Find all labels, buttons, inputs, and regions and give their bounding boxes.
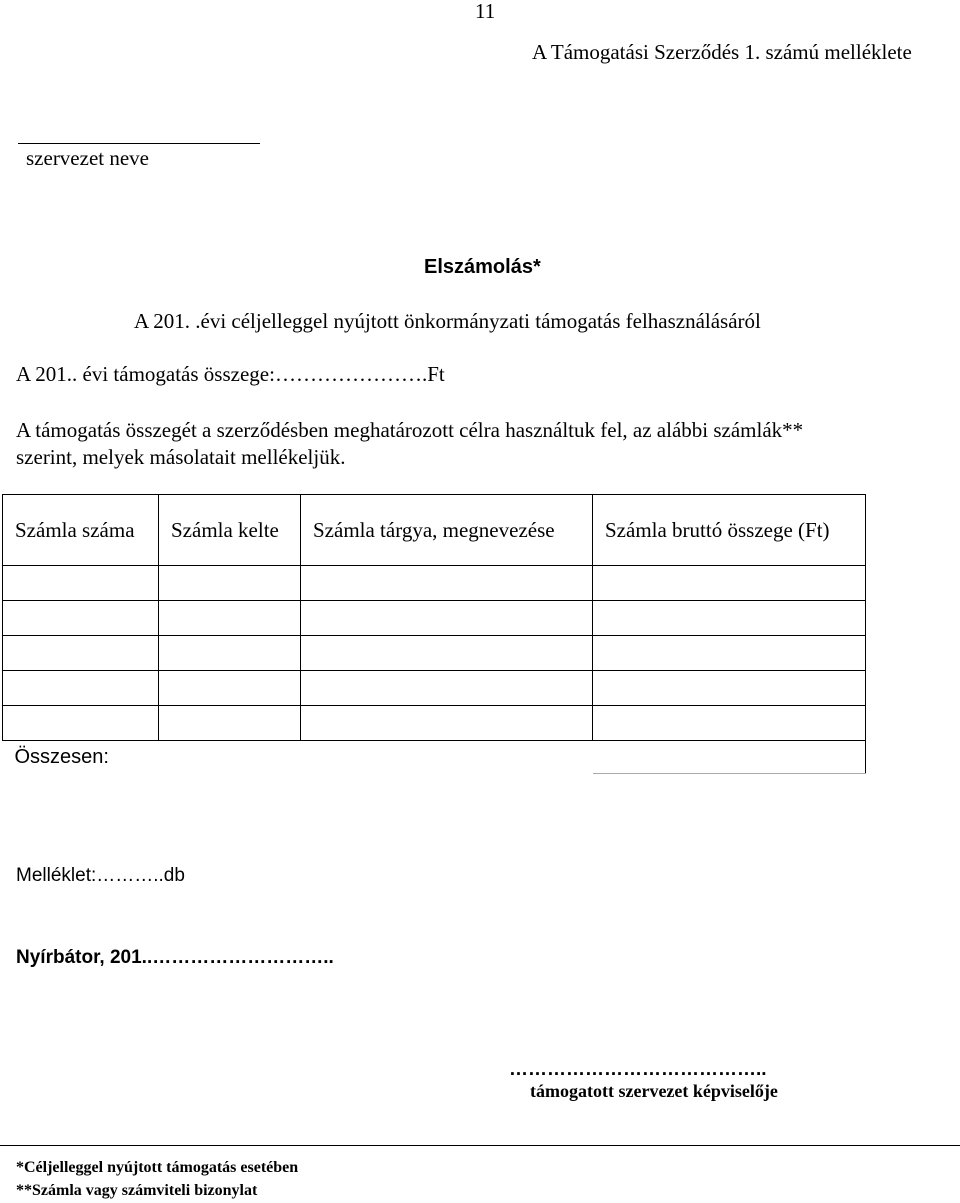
footnote-1: *Céljelleggel nyújtott támogatás esetében — [16, 1159, 299, 1176]
attachment-count-line: Melléklet:………..db — [16, 865, 185, 886]
table-cell — [593, 706, 866, 741]
table-cell — [3, 706, 159, 741]
column-header-invoice-number: Számla száma — [3, 495, 159, 566]
table-cell — [159, 636, 301, 671]
table-total-row — [3, 741, 866, 774]
column-header-invoice-subject: Számla tárgya, megnevezése — [301, 495, 593, 566]
table-cell — [301, 566, 593, 601]
column-header-invoice-date: Számla kelte — [159, 495, 301, 566]
table-cell — [3, 601, 159, 636]
table-cell — [301, 601, 593, 636]
table-row — [3, 671, 866, 706]
table-cell — [593, 636, 866, 671]
page-number: 11 — [475, 0, 496, 23]
table-cell — [301, 636, 593, 671]
table-cell — [159, 601, 301, 636]
signature-caption: támogatott szervezet képviselője — [530, 1081, 778, 1101]
table-cell — [301, 706, 593, 741]
column-header-invoice-gross-amount: Számla bruttó összege (Ft) — [593, 495, 866, 566]
org-name-caption: szervezet neve — [26, 146, 149, 170]
table-cell — [3, 636, 159, 671]
signature-line: ………………………………….. — [509, 1059, 767, 1080]
invoice-table — [2, 494, 866, 774]
document-subtitle: A 201. .évi céljelleggel nyújtott önkormányzati támogatás felhasználásáról — [134, 309, 761, 333]
table-cell — [593, 671, 866, 706]
table-row — [3, 566, 866, 601]
document-title: Elszámolás* — [424, 256, 541, 278]
annex-header: A Támogatási Szerződés 1. számú melléklete — [532, 40, 912, 64]
table-row — [3, 601, 866, 636]
footnote-2: **Számla vagy számviteli bizonylat — [16, 1182, 258, 1199]
table-cell — [3, 671, 159, 706]
table-header-row — [3, 495, 866, 566]
table-cell — [301, 671, 593, 706]
table-cell — [159, 566, 301, 601]
total-label: Összesen: — [3, 741, 593, 774]
table-cell — [593, 601, 866, 636]
org-name-line — [18, 143, 260, 144]
table-cell — [593, 566, 866, 601]
place-and-date: Nyírbátor, 201..……………………….. — [16, 947, 334, 968]
intro-paragraph-line-1: A támogatás összegét a szerződésben meghatározott célra használtuk fel, az alábbi számlák** — [16, 418, 804, 442]
total-amount-cell — [593, 741, 866, 774]
support-amount-line: A 201.. évi támogatás összege:………………….Ft — [16, 362, 445, 386]
table-row — [3, 706, 866, 741]
intro-paragraph-line-2: szerint, melyek másolatait mellékeljük. — [16, 445, 346, 469]
table-row — [3, 636, 866, 671]
table-cell — [3, 566, 159, 601]
table-cell — [159, 671, 301, 706]
footnote-separator — [0, 1145, 960, 1146]
table-cell — [159, 706, 301, 741]
